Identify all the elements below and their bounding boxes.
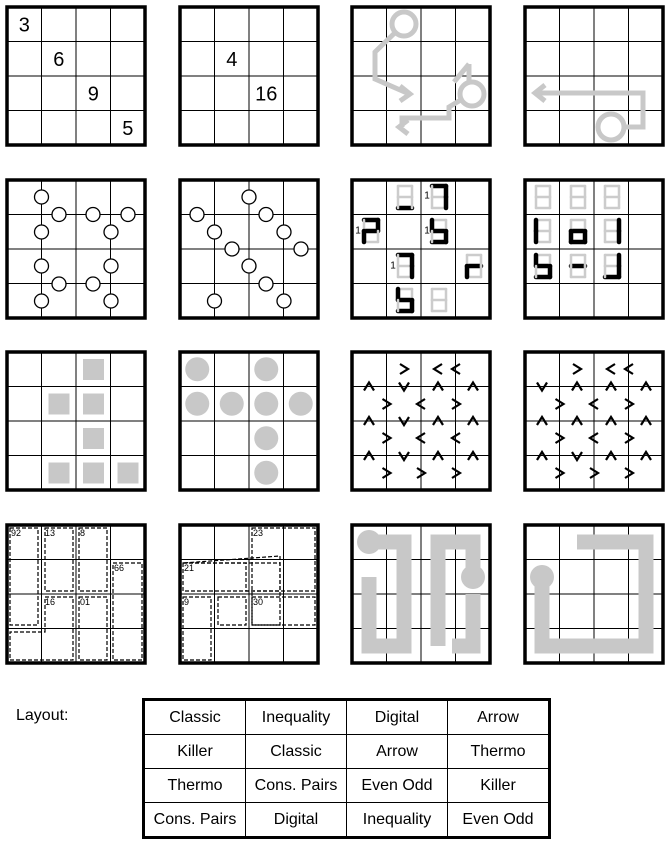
arrow-puzzle-2 xyxy=(525,7,663,145)
layout-row xyxy=(144,769,550,803)
inequality-puzzle-1 xyxy=(352,352,490,490)
cage-outline xyxy=(10,528,38,625)
consecutive-dot xyxy=(208,294,222,308)
given-digit: 5 xyxy=(122,117,134,140)
cage-sum: 13 xyxy=(45,528,56,538)
layout-cell: Classic xyxy=(246,735,347,769)
shaded-square xyxy=(49,394,70,415)
given-digit: 6 xyxy=(53,48,65,71)
consecutive-dot xyxy=(104,294,118,308)
shaded-square xyxy=(83,463,104,484)
layout-cell: Arrow xyxy=(347,735,448,769)
layout-cell: Classic xyxy=(144,700,246,735)
shaded-squares-puzzle xyxy=(7,352,145,490)
consecutive-dot xyxy=(35,259,49,273)
layout-row xyxy=(144,700,550,735)
cage-outline xyxy=(183,563,280,591)
layout-cell: Killer xyxy=(448,769,550,803)
consecutive-dot xyxy=(86,208,100,222)
shaded-circle xyxy=(254,357,278,381)
cage-outline xyxy=(183,556,280,591)
layout-cell: Digital xyxy=(246,803,347,838)
consecutive-dot xyxy=(277,294,291,308)
killer-puzzle-2 xyxy=(180,525,318,663)
consecutive-dot xyxy=(208,225,222,239)
inequality-sign xyxy=(400,364,408,374)
arrow-bulb xyxy=(598,114,624,140)
digit-clue: 1 xyxy=(390,260,396,272)
inequality-puzzle-2 xyxy=(525,352,663,490)
shaded-circles-puzzle xyxy=(180,352,318,490)
cage-sum: 9 xyxy=(184,597,190,607)
shaded-circle xyxy=(254,461,278,485)
arrow-bulb xyxy=(392,12,416,36)
classic-puzzle-1 xyxy=(7,7,145,145)
cage-sum: 30 xyxy=(253,597,264,607)
cage-outline xyxy=(218,597,246,625)
cage-sum: 66 xyxy=(114,563,125,573)
consecutive-dot xyxy=(259,208,273,222)
digital-puzzle-2 xyxy=(525,180,663,318)
shaded-circle xyxy=(220,392,244,416)
layout-cell: Cons. Pairs xyxy=(246,769,347,803)
consecutive-dot xyxy=(242,259,256,273)
thermo-puzzle-1 xyxy=(352,525,490,663)
consecutive-dot xyxy=(35,225,49,239)
layout-cell: Digital xyxy=(347,700,448,735)
given-digit: 4 xyxy=(226,48,238,71)
consecutive-dot xyxy=(277,225,291,239)
shaded-square xyxy=(83,359,104,380)
cage-sum: 23 xyxy=(253,528,264,538)
consecutive-dot xyxy=(52,208,66,222)
consecutive-dot xyxy=(35,294,49,308)
cage-sum: 8 xyxy=(80,528,86,538)
shaded-square xyxy=(83,394,104,415)
cage-sum: 16 xyxy=(45,597,56,607)
layout-cell: Even Odd xyxy=(448,803,550,838)
shaded-square xyxy=(83,428,104,449)
consecutive-dot xyxy=(121,208,135,222)
cage-sum: 21 xyxy=(184,563,195,573)
consecutive-dot xyxy=(86,277,100,291)
inequality-sign xyxy=(573,364,581,374)
consecutive-dot xyxy=(225,242,239,256)
shaded-circle xyxy=(254,426,278,450)
classic-puzzle-2 xyxy=(180,7,318,145)
shaded-circle xyxy=(254,392,278,416)
layout-label: Layout: xyxy=(16,707,69,724)
layout-cell: Thermo xyxy=(448,735,550,769)
layout-cell: Thermo xyxy=(144,769,246,803)
inequality-sign xyxy=(607,364,615,374)
thermo-bulb xyxy=(530,565,554,589)
cage-sum: 01 xyxy=(80,597,91,607)
consecutive-dot xyxy=(190,208,204,222)
digital-puzzle-1 xyxy=(352,180,490,318)
given-digit: 3 xyxy=(18,14,30,37)
shaded-circle xyxy=(289,392,313,416)
layout-table xyxy=(142,698,551,839)
arrow-puzzle-1 xyxy=(352,7,490,145)
arrow-bulb xyxy=(460,82,484,106)
shaded-square xyxy=(49,463,70,484)
layout-cell: Inequality xyxy=(347,803,448,838)
thermo-bulb xyxy=(461,565,485,589)
digit-clue: 1 xyxy=(424,225,430,237)
consecutive-dot xyxy=(104,225,118,239)
consecutive-pairs-puzzle-2 xyxy=(180,180,318,318)
shaded-circle xyxy=(185,357,209,381)
layout-cell: Killer xyxy=(144,735,246,769)
shaded-circle xyxy=(185,392,209,416)
layout-cell: Inequality xyxy=(246,700,347,735)
layout-cell: Arrow xyxy=(448,700,550,735)
consecutive-dot xyxy=(259,277,273,291)
cage-sum: 92 xyxy=(11,528,22,538)
given-digit: 9 xyxy=(87,83,99,106)
consecutive-dot xyxy=(104,259,118,273)
layout-cell: Cons. Pairs xyxy=(144,803,246,838)
digit-clue: 1 xyxy=(355,225,361,237)
thermo-bulb xyxy=(357,530,381,554)
inequality-sign xyxy=(434,364,442,374)
layout-cell: Even Odd xyxy=(347,769,448,803)
consecutive-dot xyxy=(294,242,308,256)
thermo-puzzle-2 xyxy=(525,525,663,663)
layout-row xyxy=(144,803,550,838)
consecutive-pairs-puzzle-1 xyxy=(7,180,145,318)
layout-row xyxy=(144,735,550,769)
cage-outline xyxy=(113,563,142,660)
shaded-square xyxy=(118,463,139,484)
consecutive-dot xyxy=(242,190,256,204)
consecutive-dot xyxy=(52,277,66,291)
consecutive-dot xyxy=(35,190,49,204)
digit-clue: 1 xyxy=(424,190,430,202)
given-digit: 16 xyxy=(255,83,278,106)
killer-puzzle-1 xyxy=(7,525,145,663)
